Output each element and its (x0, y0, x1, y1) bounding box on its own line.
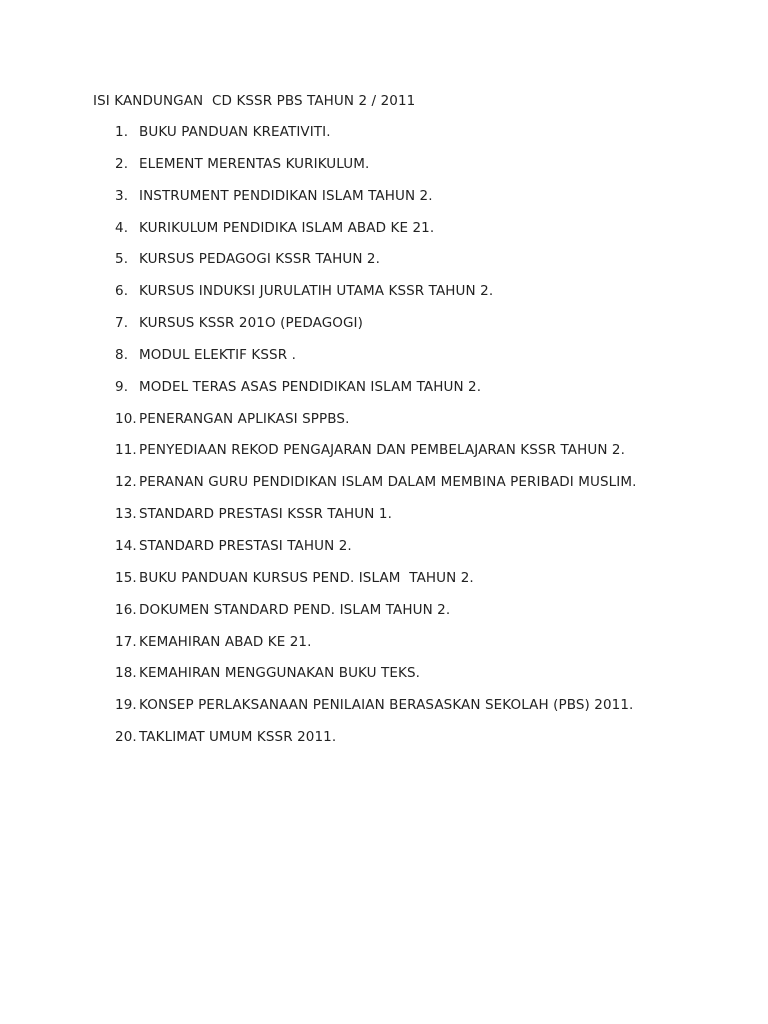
list-item-number: 1. (115, 124, 129, 140)
list-item-number: 3. (115, 187, 129, 204)
list-item-number: 5. (115, 251, 129, 268)
list-item-text: KURSUS KSSR 201O (PEDAGOGI) (139, 315, 363, 332)
list-item-number: 4. (115, 219, 129, 236)
list-item (115, 411, 637, 443)
list-item-number: 13. (115, 506, 137, 523)
list-item-text: KURIKULUM PENDIDIKA ISLAM ABAD KE 21. (139, 219, 435, 236)
table-of-contents-list (115, 124, 637, 761)
list-item-text: PERANAN GURU PENDIDIKAN ISLAM DALAM MEMBINA PERIBADI MUSLIM. (139, 474, 637, 491)
list-item-text: BUKU PANDUAN KREATIVITI. (139, 124, 331, 140)
list-item (115, 283, 637, 315)
list-item-text: KONSEP PERLAKSANAAN PENILAIAN BERASASKAN SEKOLAH (PBS) 2011. (139, 697, 634, 714)
list-item-number: 12. (115, 474, 137, 491)
list-item-text: MODEL TERAS ASAS PENDIDIKAN ISLAM TAHUN 2. (139, 378, 482, 395)
list-item-number: 20. (115, 729, 137, 746)
list-item-text: INSTRUMENT PENDIDIKAN ISLAM TAHUN 2. (139, 187, 433, 204)
list-item (115, 188, 637, 220)
list-item (115, 347, 637, 379)
list-item (115, 442, 637, 474)
list-item (115, 251, 637, 283)
list-item-number: 7. (115, 315, 129, 332)
list-item (115, 156, 637, 188)
list-item-number: 9. (115, 378, 129, 395)
list-item (115, 506, 637, 538)
list-item-number: 11. (115, 442, 137, 459)
list-item-text: ELEMENT MERENTAS KURIKULUM. (139, 155, 370, 172)
list-item-text: BUKU PANDUAN KURSUS PEND. ISLAM TAHUN 2. (139, 569, 474, 586)
list-item-number: 8. (115, 346, 129, 363)
list-item-text: KURSUS PEDAGOGI KSSR TAHUN 2. (139, 251, 381, 268)
list-item-text: PENERANGAN APLIKASI SPPBS. (139, 410, 350, 427)
list-item (115, 634, 637, 666)
document-title: ISI KANDUNGAN CD KSSR PBS TAHUN 2 / 2011 (93, 93, 416, 109)
list-item-text: STANDARD PRESTASI KSSR TAHUN 1. (139, 506, 392, 523)
list-item (115, 315, 637, 347)
list-item (115, 220, 637, 252)
list-item-number: 18. (115, 665, 137, 682)
list-item (115, 474, 637, 506)
list-item (115, 570, 637, 602)
list-item-number: 10. (115, 410, 137, 427)
list-item-text: MODUL ELEKTIF KSSR . (139, 346, 296, 363)
list-item-text: STANDARD PRESTASI TAHUN 2. (139, 537, 352, 554)
list-item (115, 697, 637, 729)
list-item (115, 379, 637, 411)
list-item-number: 16. (115, 601, 137, 618)
list-item-number: 14. (115, 537, 137, 554)
list-item (115, 538, 637, 570)
list-item-number: 2. (115, 155, 129, 172)
list-item-text: DOKUMEN STANDARD PEND. ISLAM TAHUN 2. (139, 601, 451, 618)
list-item-number: 15. (115, 569, 137, 586)
list-item-text: KURSUS INDUKSI JURULATIH UTAMA KSSR TAHUN 2. (139, 283, 494, 300)
list-item (115, 665, 637, 697)
list-item-number: 6. (115, 283, 129, 300)
list-item-number: 17. (115, 633, 137, 650)
list-item (115, 729, 637, 761)
list-item-text: PENYEDIAAN REKOD PENGAJARAN DAN PEMBELAJARAN KSSR TAHUN 2. (139, 442, 625, 459)
list-item (115, 602, 637, 634)
list-item-number: 19. (115, 697, 137, 714)
list-item (115, 124, 637, 156)
list-item-text: KEMAHIRAN MENGGUNAKAN BUKU TEKS. (139, 665, 421, 682)
list-item-text: KEMAHIRAN ABAD KE 21. (139, 633, 312, 650)
list-item-text: TAKLIMAT UMUM KSSR 2011. (139, 729, 337, 746)
